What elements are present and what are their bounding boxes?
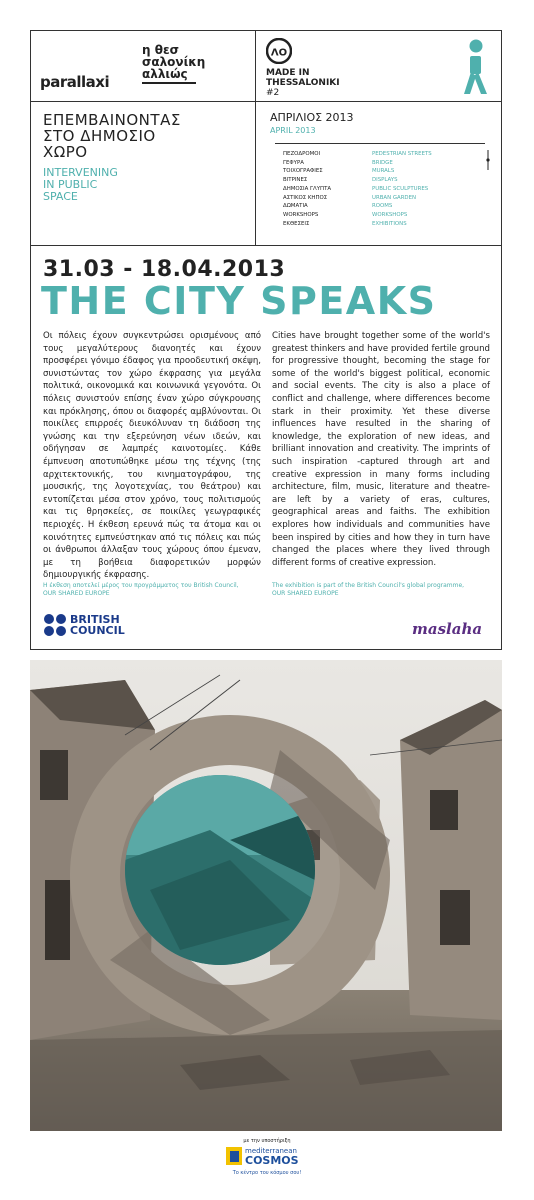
english-title-line3: SPACE (43, 190, 78, 203)
list-divider (275, 143, 485, 144)
header-divider-horizontal (30, 101, 502, 102)
greek-title-line2: ΣΤΟ ΔΗΜΟΣΙΟ (43, 127, 156, 145)
category-gr-5: ΑΣΤΙΚΟΣ ΚΗΠΟΣ (283, 194, 328, 201)
british-council-line2: COUNCIL (70, 624, 125, 637)
english-title (43, 167, 118, 203)
ruined-street-photo (30, 660, 502, 1131)
category-gr-8: ΕΚΘΕΣΕΙΣ (283, 220, 310, 227)
made-logo-letters: ΛΟ (270, 47, 288, 59)
category-en-0: PEDESTRIAN STREETS (372, 151, 432, 157)
header-divider-vertical (255, 30, 256, 246)
event-title: THE CITY SPEAKS (41, 279, 437, 323)
month-english: APRIL 2013 (270, 126, 316, 135)
event-dates: 31.03 - 18.04.2013 (43, 257, 286, 282)
english-note-line2: OUR SHARED EUROPE (272, 590, 339, 597)
british-council-logo (43, 613, 125, 637)
category-en-3: DISPLAYS (372, 177, 398, 184)
category-gr-7: WORKSHOPS (283, 211, 319, 218)
cosmos-square-icon (226, 1147, 242, 1165)
sponsor-tagline: Το κέντρο του κόσμου σου! (232, 1170, 302, 1176)
thessaloniki-logo-line3: αλλιώς (142, 67, 188, 81)
greek-title-line1: ΕΠΕΜΒΑΙΝΟΝΤΑΣ (43, 111, 181, 129)
parallaxi-logo: parallaxi (40, 73, 110, 91)
thessaloniki-logo-line1: η θεσ (142, 43, 179, 57)
category-en-4: PUBLIC SCULPTURES (372, 185, 429, 192)
thessaloniki-logo-line2: σαλονίκη (142, 55, 206, 69)
category-en-5: URBAN GARDEN (372, 194, 417, 201)
category-list-greek (283, 150, 368, 228)
english-title-line2: IN PUBLIC (43, 178, 98, 191)
greek-note-line2: OUR SHARED EUROPE (43, 590, 110, 597)
sponsor-label: με την υποστήριξη (243, 1138, 291, 1144)
made-line2: THESSALONIKI (266, 78, 340, 88)
greek-programme-note (43, 582, 273, 598)
english-programme-note (272, 582, 502, 598)
greek-title-line3: ΧΩΡΟ (43, 143, 88, 161)
category-gr-6: ΔΩΜΑΤΙΑ (283, 203, 308, 210)
british-council-dots-icon (43, 613, 67, 637)
maslaha-logo: maslaha (412, 620, 483, 638)
category-gr-3: ΒΙΤΡΙΝΕΣ (283, 177, 308, 184)
made-in-thessaloniki-logo-mark (266, 38, 292, 64)
category-en-1: BRIDGE (372, 159, 393, 166)
made-line3: #2 (266, 88, 280, 98)
category-en-7: WORKSHOPS (372, 211, 408, 218)
section-divider (30, 245, 502, 246)
month-greek: ΑΠΡΙΛΙΟΣ 2013 (270, 111, 354, 124)
greek-title (43, 112, 181, 160)
english-body-text: Cities have brought together some of the world's greatest thinkers and have provided fertile ground for progressive thought, becoming the stage for some of the world's biggest political, economic and social events. The city is also a place of conflict and challenge, where differences become stark in their proximity. Yet these diverse influences have resulted in the sharing of knowledge, the exploration of new ideas, and brilliant innovation and creativity. The imprints of such inspiration -captured through art and creative expression in many forms including architecture, film, music, literature and theatre- are left by a variety of eras, cultures, geographical areas and faiths. The exhibition explores how individuals and communities have been inspired by cities and how they in turn have changed the places where they lived through different forms of creative expression. (272, 331, 490, 568)
category-en-2: MURALS (372, 168, 395, 175)
walking-figure-icon (456, 38, 492, 96)
greek-note-line1: Η έκθεση αποτελεί μέρος του προγράμματος του British Council, (43, 582, 239, 589)
thessaloniki-logo-underline (142, 82, 196, 84)
map-marker-icon (485, 150, 491, 170)
english-note-line1: The exhibition is part of the British Council's global programme, (272, 582, 465, 589)
greek-body-text: Οι πόλεις έχουν συγκεντρώσει ορισμένους από τους μεγαλύτερους διανοητές και έχουν προσφέρει γόνιμο έδαφος για προοδευτική σκέψη, συνιστώντας τον χώρο έκφρασης για μεγάλα πολιτικά, οικονομικά και κοινωνικά γεγονότα. Οι πόλεις συνιστούν επίσης έναν χώρο σύγκρουσης και πρόκλησης, όπου οι διαφορές αμβλύνονται. Οι ποικίλες επιρροές διευκόλυναν τη διάδοση της γνώσης και την εξερεύνηση νέων ιδεών, και οδήγησαν σε λαμπρές καινοτομίες. Κάθε έμπνευση αποτυπώθηκε μέσω της τέχνης (της αρχιτεκτονικής, του κινηματογράφου, της μουσικής, της λογοτεχνίας, του θεάτρου) και εντοπίζεται μέσα στον χρόνο, τους πολιτισμούς και τις θρησκείες, σε ποικίλες γεωγραφικές περιοχές. Η έκθεση ερευνά πώς τα άτομα και οι κοινότητες εμπνεύστηκαν από τις πόλεις και πώς οι άνθρωποι άλλαξαν τους χώρους όπου έμεναν, με τη βοήθεια διαφορετικών μορφών δημιουργικής έκφρασης. (43, 331, 261, 581)
category-gr-1: ΓΕΦΥΡΑ (283, 159, 304, 166)
cosmos-brand-line2: COSMOS (245, 1154, 299, 1167)
category-gr-4: ΔΗΜΟΣΙΑ ΓΛΥΠΤΑ (283, 185, 332, 192)
category-en-8: EXHIBITIONS (372, 220, 407, 227)
made-line1: MADE IN (266, 68, 310, 78)
mediterranean-cosmos-logo (226, 1147, 299, 1165)
category-gr-2: ΤΟΙΧΟΓΡΑΦΙΕΣ (283, 168, 323, 175)
category-gr-0: ΠΕΖΟΔΡΟΜΟΙ (283, 151, 321, 157)
cosmos-brand-line1: mediterranean (245, 1147, 297, 1155)
british-council-line1: BRITISH (70, 613, 120, 626)
made-in-thessaloniki-text (266, 68, 340, 98)
thessaloniki-alliws-logo (142, 44, 205, 84)
category-list-english (372, 150, 472, 228)
english-title-line1: INTERVENING (43, 166, 118, 179)
category-en-6: ROOMS (372, 203, 393, 210)
